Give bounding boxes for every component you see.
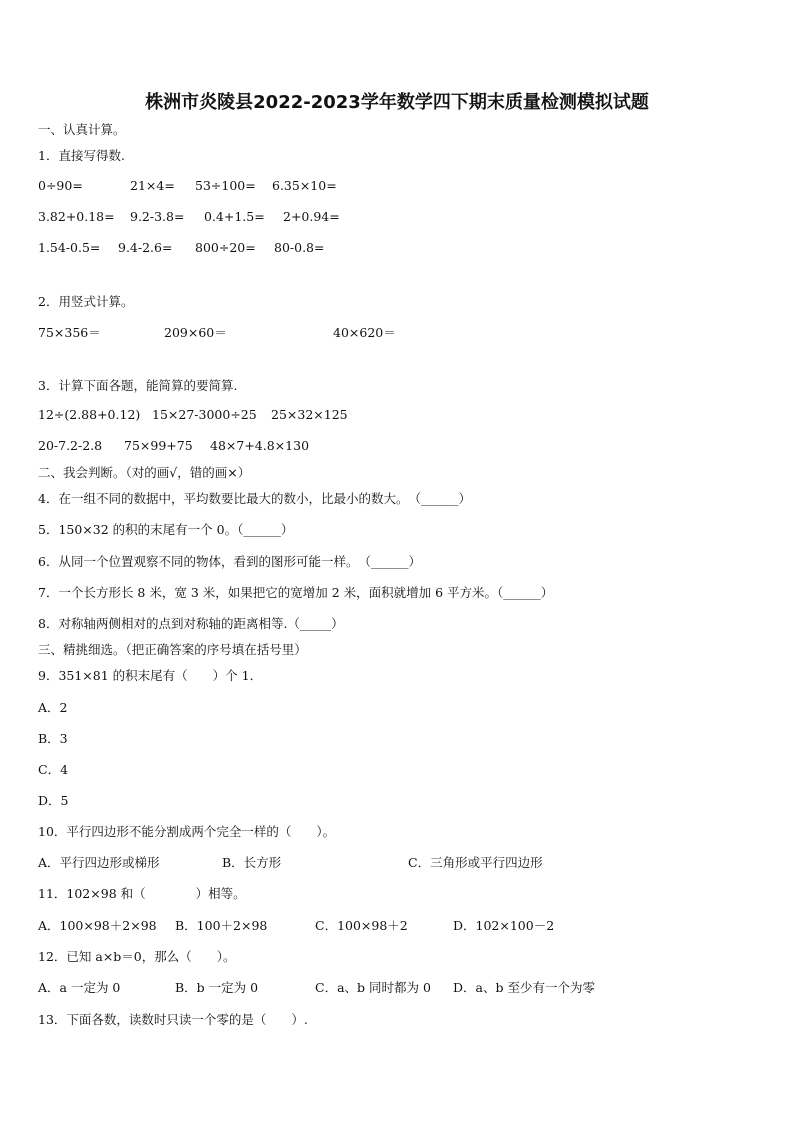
option: D．a、b 至少有一个为零 — [453, 980, 595, 995]
section-3-heading: 三、精挑细选。（把正确答案的序号填在括号里） — [38, 642, 307, 657]
option: B．100＋2×98 — [175, 918, 268, 933]
expression: 0÷90= — [38, 178, 83, 193]
option: A．a 一定为 0 — [38, 980, 121, 995]
question-9-option: D．5 — [38, 793, 69, 808]
section-1-heading: 一、认真计算。 — [38, 122, 126, 137]
expression: 9.2-3.8= — [130, 209, 185, 224]
option: A．100×98＋2×98 — [38, 918, 157, 933]
option: B．长方形 — [222, 855, 282, 870]
question-9-option: A．2 — [38, 700, 68, 715]
expression: 9.4-2.6= — [118, 240, 173, 255]
expression: 12÷(2.88+0.12) — [38, 407, 141, 422]
question-4: 4．在一组不同的数据中，平均数要比最大的数小，比最小的数大。 （______） — [38, 491, 471, 506]
question-8: 8．对称轴两侧相对的点到对称轴的距离相等.（_____） — [38, 616, 344, 631]
expression: 6.35×10= — [272, 178, 337, 193]
expression: 48×7+4.8×130 — [210, 438, 310, 453]
question-2-stem: 2．用竖式计算。 — [38, 294, 134, 309]
question-9-option: B．3 — [38, 731, 68, 746]
question-9-option: C．4 — [38, 762, 69, 777]
expression: 800÷20= — [195, 240, 256, 255]
question-10-stem: 10．平行四边形不能分割成两个完全一样的（ ）。 — [38, 824, 336, 839]
question-13-stem: 13．下面各数，读数时只读一个零的是（ ）. — [38, 1012, 308, 1027]
question-12-stem: 12．已知 a×b＝0，那么（ ）。 — [38, 949, 236, 964]
expression: 2+0.94= — [283, 209, 340, 224]
option: B．b 一定为 0 — [175, 980, 259, 995]
option: C．a、b 同时都为 0 — [315, 980, 431, 995]
expression: 20-7.2-2.8 — [38, 438, 103, 453]
option: A．平行四边形或梯形 — [38, 855, 160, 870]
expression: 21×4= — [130, 178, 175, 193]
expression: 3.82+0.18= — [38, 209, 115, 224]
expression: 25×32×125 — [271, 407, 348, 422]
option: C．三角形或平行四边形 — [408, 855, 543, 870]
expression: 53÷100= — [195, 178, 256, 193]
expression: 0.4+1.5= — [204, 209, 265, 224]
expression: 1.54-0.5= — [38, 240, 101, 255]
question-3-stem: 3．计算下面各题，能简算的要简算. — [38, 378, 238, 393]
page-title: 株洲市炎陵县2022-2023学年数学四下期末质量检测模拟试题 — [145, 92, 649, 113]
question-6: 6．从同一个位置观察不同的物体，看到的图形可能一样。 （______） — [38, 554, 421, 569]
question-1-stem: 1．直接写得数. — [38, 148, 125, 163]
question-7: 7．一个长方形长 8 米，宽 3 米，如果把它的宽增加 2 米，面积就增加 6 平方米。（______） — [38, 585, 554, 600]
option: C．100×98＋2 — [315, 918, 408, 933]
expression: 75×99+75 — [124, 438, 193, 453]
question-9-stem: 9．351×81 的积末尾有（ ）个 1． — [38, 668, 263, 683]
expression: 15×27-3000÷25 — [152, 407, 257, 422]
question-11-stem: 11．102×98 和（ ）相等。 — [38, 886, 246, 901]
expression: 80-0.8= — [274, 240, 325, 255]
expression: 75×356＝ — [38, 325, 101, 340]
question-5: 5．150×32 的积的末尾有一个 0。（______） — [38, 522, 294, 537]
expression: 40×620＝ — [333, 325, 396, 340]
expression: 209×60＝ — [164, 325, 227, 340]
section-2-heading: 二、我会判断。（对的画√，错的画×） — [38, 465, 251, 480]
option: D．102×100－2 — [453, 918, 555, 933]
